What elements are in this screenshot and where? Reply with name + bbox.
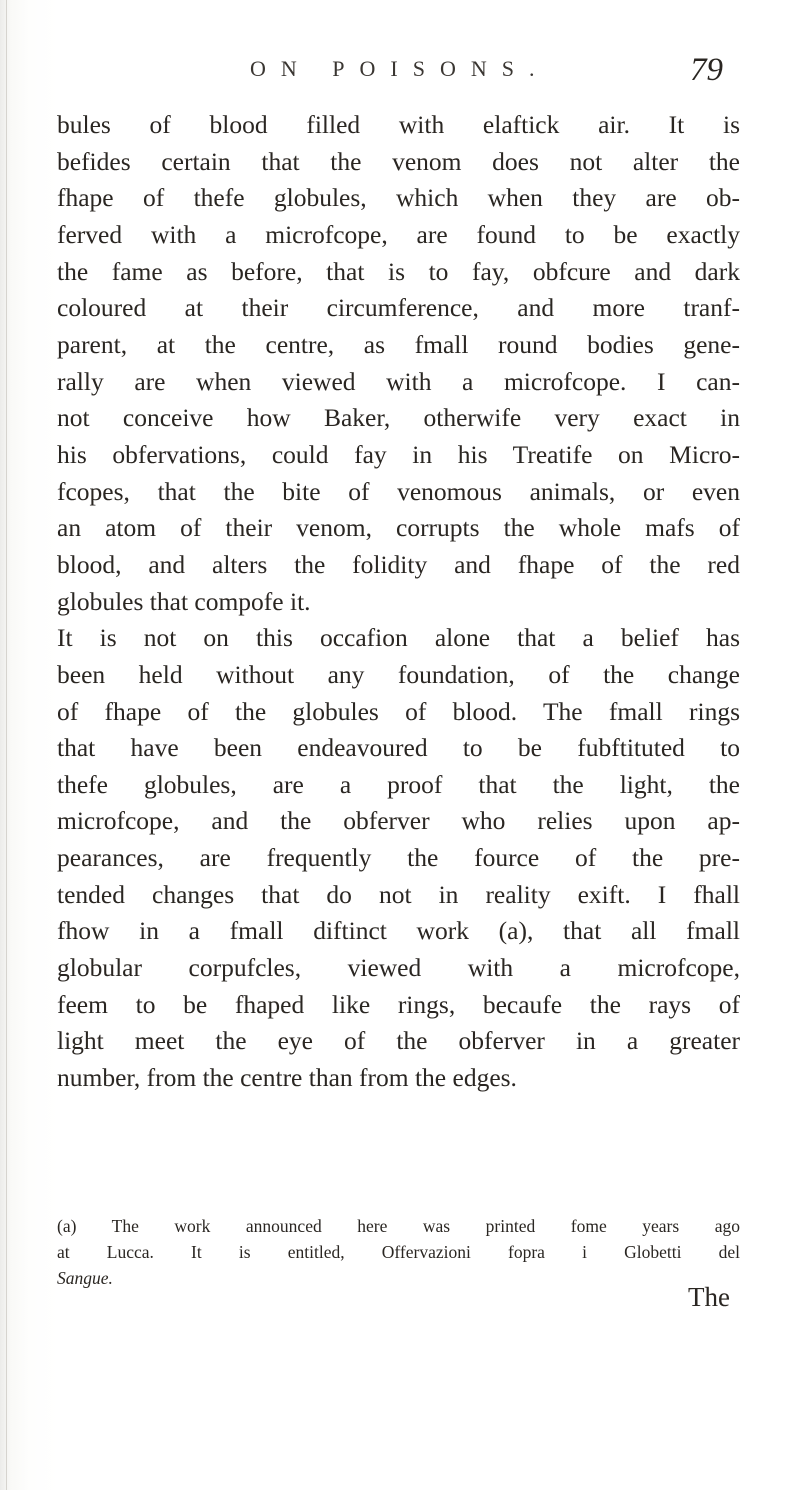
- footnote-line: at Lucca. It is entitled, Offervazioni fopra i Globetti del: [57, 1242, 740, 1262]
- text-line: fcopes, that the bite of venomous animals, or even: [57, 476, 740, 506]
- running-head-title: ON POISONS.: [250, 56, 550, 81]
- text-line: parent, at the centre, as fmall round bodies gene-: [57, 329, 740, 359]
- text-line: feem to be fhaped like rings, becaufe the rays of: [57, 989, 740, 1019]
- text-line: fhape of thefe globules, which when they are ob-: [57, 183, 740, 213]
- text-line: globules that compofe it.: [57, 586, 311, 616]
- text-line: bules of blood filled with elaftick air. It is: [57, 110, 740, 139]
- footnote: [57, 1213, 740, 1291]
- page-number: 79: [690, 52, 723, 88]
- page-gutter: [6, 0, 7, 1490]
- text-line: that have been endeavoured to be fubftituted to: [57, 733, 740, 763]
- text-line: coloured at their circumference, and more tranf-: [57, 293, 740, 323]
- footnote-line: (a) The work announced here was printed fome years ago: [57, 1216, 740, 1236]
- text-line: ferved with a microfcope, are found to be exactly: [57, 219, 740, 249]
- text-line: microfcope, and the obferver who relies upon ap-: [57, 806, 740, 836]
- running-head: [0, 52, 800, 102]
- text-line: been held without any foundation, of the change: [57, 659, 740, 689]
- catchword: The: [688, 1282, 730, 1312]
- text-line: pearances, are frequently the fource of the pre-: [57, 843, 740, 873]
- text-line: light meet the eye of the obferver in a greater: [57, 1026, 740, 1056]
- text-line: of fhape of the globules of blood. The fmall rings: [57, 696, 740, 726]
- text-line: globular corpufcles, viewed with a microfcope,: [57, 953, 740, 983]
- body-text: [57, 107, 740, 1097]
- text-line: number, from the centre than from the edges.: [57, 1063, 517, 1093]
- text-line: thefe globules, are a proof that the light, the: [57, 769, 740, 799]
- text-line: blood, and alters the folidity and fhape of the red: [57, 549, 740, 579]
- text-line: an atom of their venom, corrupts the whole mafs of: [57, 513, 740, 543]
- text-line: not conceive how Baker, otherwife very exact in: [57, 403, 740, 433]
- text-line: tended changes that do not in reality exift. I fhall: [57, 879, 740, 909]
- text-line: the fame as before, that is to fay, obfcure and dark: [57, 256, 740, 286]
- text-line: his obfervations, could fay in his Treatife on Micro-: [57, 439, 740, 469]
- footnote-line: Sangue.: [57, 1268, 113, 1288]
- text-line: rally are when viewed with a microfcope. I can-: [57, 366, 740, 396]
- text-line: fhow in a fmall diftinct work (a), that all fmall: [57, 916, 740, 946]
- text-line: befides certain that the venom does not alter the: [57, 146, 740, 176]
- text-line: It is not on this occafion alone that a belief has: [57, 623, 740, 653]
